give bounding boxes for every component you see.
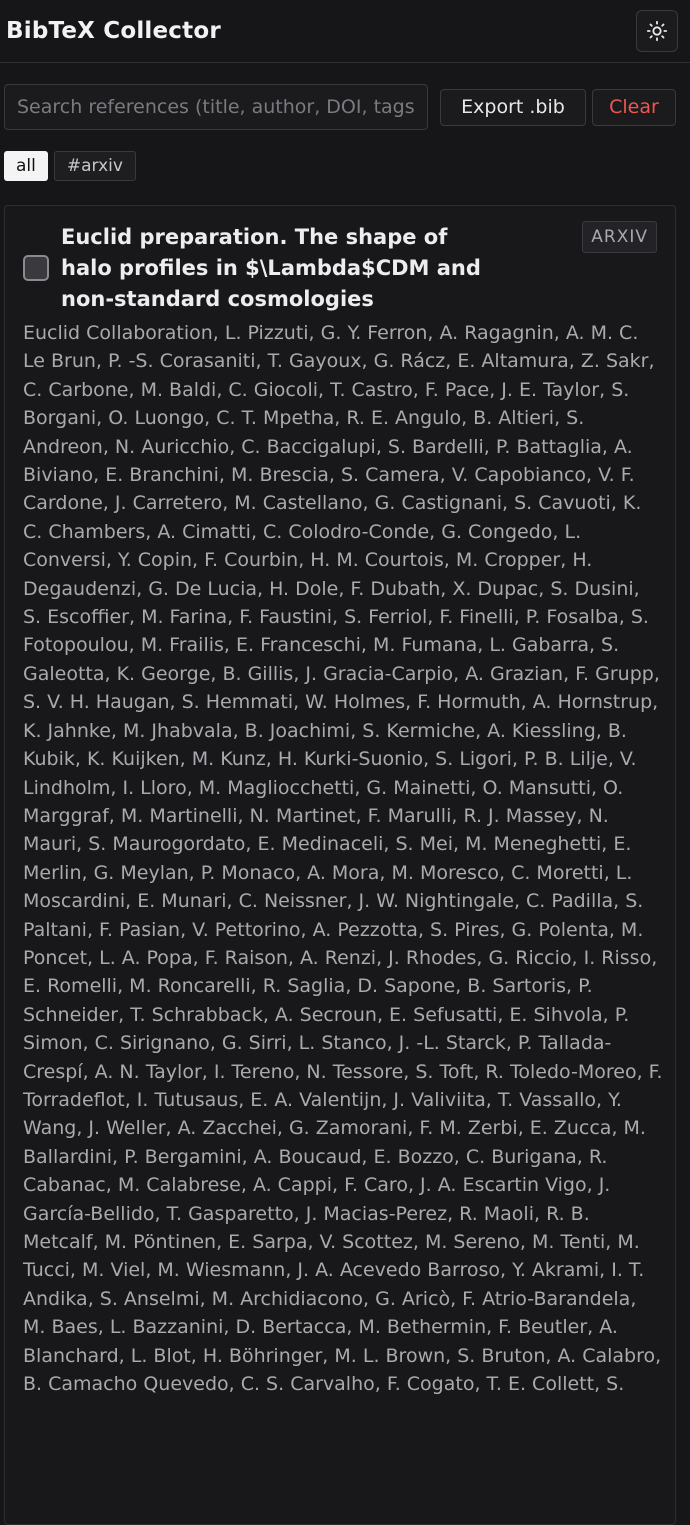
search-input[interactable]	[4, 84, 428, 130]
select-checkbox[interactable]	[23, 255, 49, 281]
filter-chip-arxiv[interactable]: #arxiv	[54, 151, 136, 181]
theme-toggle-button[interactable]	[636, 10, 678, 52]
filter-chip-all[interactable]: all	[4, 151, 48, 181]
toolbar	[4, 84, 676, 130]
app-title: BibTeX Collector	[6, 18, 221, 44]
export-bib-button[interactable]: Export .bib	[440, 89, 586, 126]
app-header	[0, 0, 690, 63]
reference-authors: Euclid Collaboration, L. Pizzuti, G. Y. Ferron, A. Ragagnin, A. M. C. Le Brun, P. -S. Corasaniti, T. Gayoux, G. Rácz, E. Altamura, Z. Sakr, C. Carbone, M. Baldi, C. Giocoli, T. Castro, F. Pace, J. E. Taylor, S. Borgani, O. Luongo, C. T. Mpetha, R. E. Angulo, B. Altieri, S. Andreon, N. Auricchio, C. Baccigalupi, S. Bardelli, P. Battaglia, A. Biviano, E. Branchini, M. Brescia, S. Camera, V. Capobianco, V. F. Cardone, J. Carretero, M. Castellano, G. Castignani, S. Cavuoti, K. C. Chambers, A. Cimatti, C. Colodro-Conde, G. Congedo, L. Conversi, Y. Copin, F. Courbin, H. M. Courtois, M. Cropper, H. Degaudenzi, G. De Lucia, H. Dole, F. Dubath, X. Dupac, S. Dusini, S. Escoffier, M. Farina, F. Faustini, S. Ferriol, F. Finelli, P. Fosalba, S. Fotopoulou, M. Frailis, E. Franceschi, M. Fumana, L. Gabarra, S. Galeotta, K. George, B. Gillis, J. Gracia-Carpio, A. Grazian, F. Grupp, S. V. H. Haugan, S. Hemmati, W. Holmes, F. Hormuth, A. Hornstrup, K. Jahnke, M. Jhabvala, B. Joachimi, S. Kermiche, A. Kiessling, B. Kubik, K. Kuijken, M. Kunz, H. Kurki-Suonio, S. Ligori, P. B. Lilje, V. Lindholm, I. Lloro, M. Magliocchetti, G. Mainetti, O. Mansutti, O. Marggraf, M. Martinelli, N. Martinet, F. Marulli, R. J. Massey, N. Mauri, S. Maurogordato, E. Medinaceli, S. Mei, M. Meneghetti, E. Merlin, G. Meylan, P. Monaco, A. Mora, M. Moresco, C. Moretti, L. Moscardini, E. Munari, C. Neissner, J. W. Nightingale, C. Padilla, S. Paltani, F. Pasian, V. Pettorino, A. Pezzotta, S. Pires, G. Polenta, M. Poncet, L. A. Popa, F. Raison, A. Renzi, J. Rhodes, G. Riccio, I. Risso, E. Romelli, M. Roncarelli, R. Saglia, D. Sapone, B. Sartoris, P. Schneider, T. Schrabback, A. Secroun, E. Sefusatti, E. Sihvola, P. Simon, C. Sirignano, G. Sirri, L. Stanco, J. -L. Starck, P. Tallada-Crespí, A. N. Taylor, I. Tereno, N. Tessore, S. Toft, R. Toledo-Moreo, F. Torradeflot, I. Tutusaus, E. A. Valentijn, J. Valiviita, T. Vassallo, Y. Wang, J. Weller, A. Zacchei, G. Zamorani, F. M. Zerbi, E. Zucca, M. Ballardini, P. Bergamini, A. Boucaud, E. Bozzo, C. Burigana, R. Cabanac, M. Calabrese, A. Cappi, F. Caro, J. A. Escartin Vigo, J. García-Bellido, T. Gasparetto, J. Macias-Perez, R. Maoli, R. B. Metcalf, M. Pöntinen, E. Sarpa, V. Scottez, M. Sereno, M. Tenti, M. Tucci, M. Viel, M. Wiesmann, J. A. Acevedo Barroso, Y. Akrami, I. T. Andika, S. Anselmi, M. Archidiacono, G. Aricò, F. Atrio-Barandela, M. Baes, L. Bazzanini, D. Bertacca, M. Bethermin, F. Beutler, A. Blanchard, L. Blot, H. Böhringer, M. L. Brown, S. Bruton, A. Calabro, B. Camacho Quevedo, C. S. Carvalho, F. Cogato, T. E. Collett, S.	[23, 322, 663, 1396]
clear-button[interactable]: Clear	[592, 89, 676, 126]
reference-title: Euclid preparation. The shape of halo profiles in $\Lambda$CDM and non-standard cosmologies	[61, 225, 481, 311]
reference-card	[4, 205, 676, 1525]
source-badge: ARXIV	[582, 221, 657, 253]
tag-filters	[4, 151, 136, 181]
sun-icon	[646, 20, 668, 42]
